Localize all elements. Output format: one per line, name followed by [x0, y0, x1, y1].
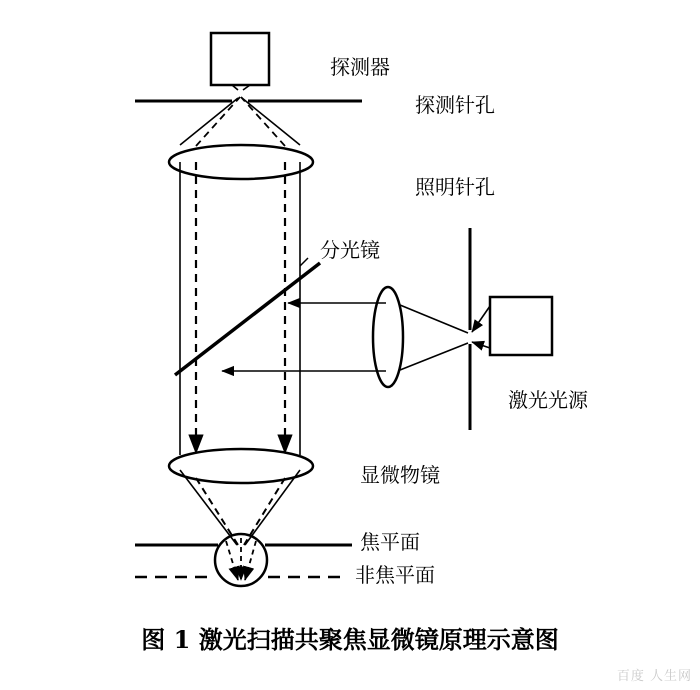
defocus-ray-left: [196, 97, 240, 146]
detection-ray-left: [180, 98, 238, 145]
laser-ray-lower: [472, 342, 490, 348]
label-detection-pinhole: 探测针孔: [415, 93, 495, 117]
watermark-text: 百度 人生网: [616, 669, 692, 684]
laser-ray-upper: [472, 306, 490, 332]
label-objective-lens: 显微物镜: [360, 463, 440, 487]
label-focal-plane: 焦平面: [360, 530, 420, 554]
label-laser-source: 激光光源: [508, 388, 588, 412]
detector-box: [211, 33, 269, 85]
specimen-ray-right: [245, 541, 256, 580]
pinhole-to-lens-lower: [400, 343, 468, 370]
defocus-ray-right: [241, 97, 285, 146]
beam-splitter-leader: [300, 258, 308, 266]
objective-lens: [169, 449, 313, 483]
detection-ray-right: [242, 98, 300, 145]
laser-source-box: [490, 297, 552, 355]
upper-lens: [169, 145, 313, 179]
label-detector: 探测器: [330, 55, 390, 79]
label-non-focal-plane: 非焦平面: [355, 563, 435, 587]
label-beam-splitter: 分光镜: [320, 238, 380, 262]
figure-caption: 图 1 激光扫描共聚焦显微镜原理示意图: [141, 625, 559, 654]
pinhole-to-lens-upper: [400, 305, 468, 333]
specimen-ray-left: [226, 541, 238, 580]
label-illumination-pinhole: 照明针孔: [415, 175, 495, 199]
collimating-lens: [373, 287, 403, 387]
